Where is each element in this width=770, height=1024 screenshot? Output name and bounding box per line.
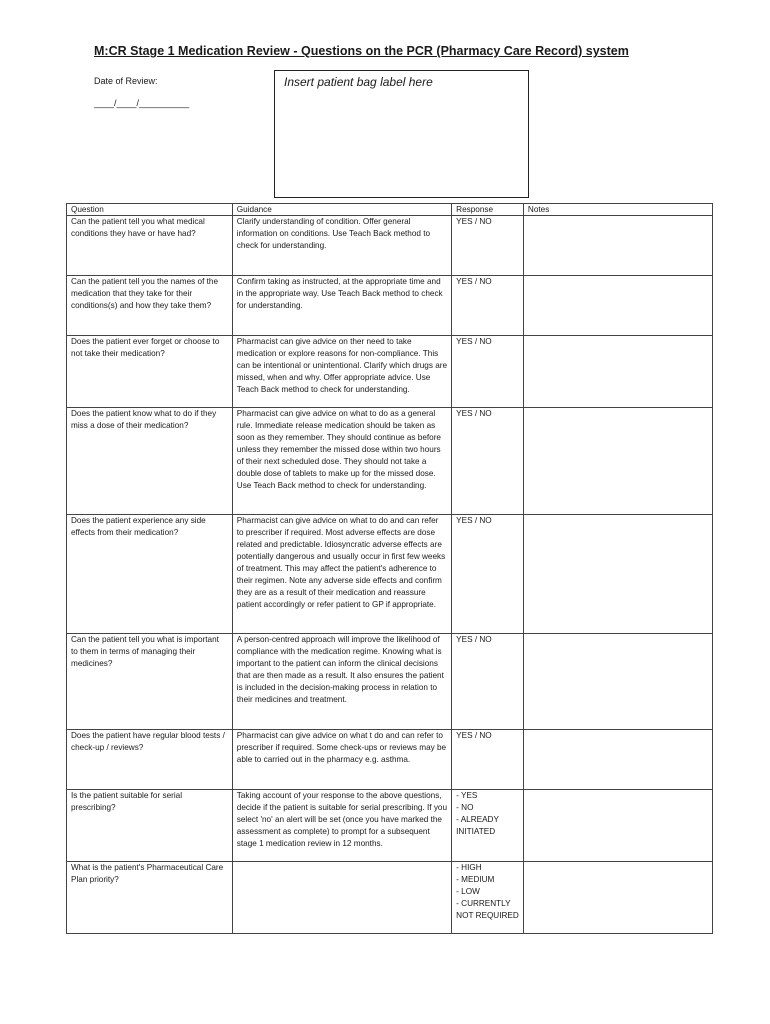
table-row: [67, 634, 713, 730]
response-cell[interactable]: - HIGH - MEDIUM - LOW - CURRENTLY NOT REQUIRED: [452, 862, 524, 934]
notes-cell[interactable]: [523, 790, 712, 862]
notes-cell[interactable]: [523, 862, 712, 934]
response-cell[interactable]: YES / NO: [452, 515, 524, 634]
notes-cell[interactable]: [523, 216, 712, 276]
question-cell: Does the patient know what to do if they miss a dose of their medication?: [67, 408, 233, 515]
guidance-cell: Confirm taking as instructed, at the appropriate time and in the appropriate way. Use Teach Back method to check for understanding.: [232, 276, 451, 336]
notes-cell[interactable]: [523, 408, 712, 515]
response-cell[interactable]: YES / NO: [452, 730, 524, 790]
response-cell[interactable]: - YES - NO - ALREADY INITIATED: [452, 790, 524, 862]
guidance-cell: Pharmacist can give advice on ther need to take medication or explore reasons for non-compliance. This can be intentional or unintentional. Clarify which drugs are missed, when and why. Offer appropriate advice. Use Teach Back method to check for understanding.: [232, 336, 451, 408]
table-row: [67, 862, 713, 934]
header-guidance: Guidance: [232, 204, 451, 216]
question-cell: Can the patient tell you what is important to them in terms of managing their medicines?: [67, 634, 233, 730]
header-response: Response: [452, 204, 524, 216]
date-of-review-label: Date of Review:: [94, 76, 158, 86]
notes-cell[interactable]: [523, 515, 712, 634]
header-notes: Notes: [523, 204, 712, 216]
question-cell: Does the patient have regular blood tests / check-up / reviews?: [67, 730, 233, 790]
guidance-cell: Pharmacist can give advice on what to do as a general rule. Immediate release medication should be taken as soon as they remember. They should continue as before unless they remember the missed dose within two hours of their next scheduled dose. They should not take a double dose of tablets to make up for the missed dose. Use Teach Back method to check for understanding.: [232, 408, 451, 515]
table-row: [67, 408, 713, 515]
response-cell[interactable]: YES / NO: [452, 408, 524, 515]
notes-cell[interactable]: [523, 634, 712, 730]
table-row: [67, 515, 713, 634]
header-question: Question: [67, 204, 233, 216]
question-cell: Is the patient suitable for serial prescribing?: [67, 790, 233, 862]
response-cell[interactable]: YES / NO: [452, 634, 524, 730]
page-title: M:CR Stage 1 Medication Review - Questions on the PCR (Pharmacy Care Record) system: [94, 44, 629, 58]
question-cell: Does the patient ever forget or choose to not take their medication?: [67, 336, 233, 408]
date-of-review-blank[interactable]: ____/____/__________: [94, 98, 190, 108]
notes-cell[interactable]: [523, 276, 712, 336]
question-cell: Can the patient tell you the names of the medication that they take for their conditions(s) and how they take them?: [67, 276, 233, 336]
question-cell: Does the patient experience any side effects from their medication?: [67, 515, 233, 634]
table-row: [67, 276, 713, 336]
guidance-cell: Pharmacist can give advice on what to do and can refer to prescriber if required. Most adverse effects are dose related and predictable. Idiosyncratic adverse effects are potentially dangerous and usually occur in first few weeks of treatment. This may affect the patient's adherence to their regimen. Note any adverse side effects and confirm they are as a result of their medication and reassure patient accordingly or refer patient to GP if appropriate.: [232, 515, 451, 634]
guidance-cell: Pharmacist can give advice on what t do and can refer to prescriber if required. Some check-ups or reviews may be able to carried out in the pharmacy e.g. asthma.: [232, 730, 451, 790]
table-header-row: [67, 204, 713, 216]
notes-cell[interactable]: [523, 336, 712, 408]
table-row: [67, 336, 713, 408]
table-row: [67, 790, 713, 862]
guidance-cell: Clarify understanding of condition. Offer general information on conditions. Use Teach Back method to check for understanding.: [232, 216, 451, 276]
review-table: [66, 203, 713, 934]
table-row: [67, 216, 713, 276]
question-cell: What is the patient's Pharmaceutical Care Plan priority?: [67, 862, 233, 934]
response-cell[interactable]: YES / NO: [452, 276, 524, 336]
guidance-cell: A person-centred approach will improve the likelihood of compliance with the medication regime. Knowing what is important to the patient can inform the clinical decisions that are then made as a result. It also ensures the patient is included in the decision-making process in relation to their medicines and treatment.: [232, 634, 451, 730]
response-cell[interactable]: YES / NO: [452, 216, 524, 276]
guidance-cell: [232, 862, 451, 934]
patient-label-box: [274, 70, 529, 198]
question-cell: Can the patient tell you what medical conditions they have or have had?: [67, 216, 233, 276]
response-cell[interactable]: YES / NO: [452, 336, 524, 408]
notes-cell[interactable]: [523, 730, 712, 790]
guidance-cell: Taking account of your response to the above questions, decide if the patient is suitable for serial prescribing. If you select 'no' an alert will be set (once you have marked the assessment as complete) to prompt for a subsequent stage 1 medication review in 12 months.: [232, 790, 451, 862]
table-row: [67, 730, 713, 790]
patient-label-placeholder: Insert patient bag label here: [284, 75, 433, 89]
